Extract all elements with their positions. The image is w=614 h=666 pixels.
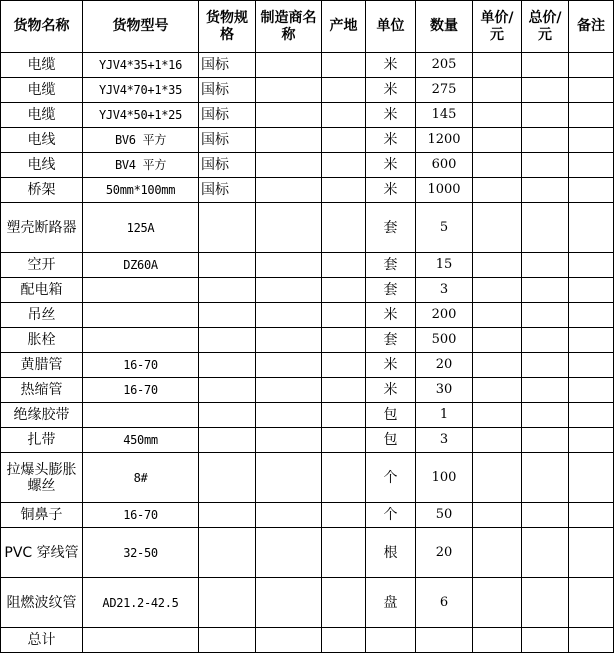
origin-cell: [322, 253, 366, 278]
header-maker: 制造商名称: [256, 1, 322, 53]
maker-cell: [256, 503, 322, 528]
maker-cell: [256, 578, 322, 628]
maker-cell: [256, 303, 322, 328]
total-price-cell: [522, 103, 569, 128]
qty-cell: 200: [416, 303, 473, 328]
origin-cell: [322, 153, 366, 178]
qty-cell: 145: [416, 103, 473, 128]
remark-cell: [569, 353, 614, 378]
origin-cell: [322, 303, 366, 328]
spec-cell: [199, 278, 256, 303]
remark-cell: [569, 53, 614, 78]
qty-cell: 1: [416, 403, 473, 428]
unit-price-cell: [473, 278, 522, 303]
total-price-cell: [522, 203, 569, 253]
remark-cell: [569, 278, 614, 303]
maker-cell: [256, 453, 322, 503]
name-cell: 电缆: [1, 103, 83, 128]
spec-cell: 国标: [199, 78, 256, 103]
spec-cell: 国标: [199, 103, 256, 128]
model-cell: 16-70: [83, 378, 199, 403]
origin-cell: [322, 453, 366, 503]
unit-cell: 个: [366, 453, 416, 503]
name-cell: 拉爆头膨胀螺丝: [1, 453, 83, 503]
total-cell: [416, 628, 473, 653]
total-price-cell: [522, 303, 569, 328]
total-cell: [522, 628, 569, 653]
spec-cell: [199, 378, 256, 403]
qty-cell: 275: [416, 78, 473, 103]
maker-cell: [256, 203, 322, 253]
model-cell: YJV4*70+1*35: [83, 78, 199, 103]
header-row: [1, 1, 614, 53]
model-cell: [83, 278, 199, 303]
qty-cell: 50: [416, 503, 473, 528]
spec-cell: 国标: [199, 53, 256, 78]
name-cell: 吊丝: [1, 303, 83, 328]
unit-price-cell: [473, 328, 522, 353]
total-cell: [366, 628, 416, 653]
total-price-cell: [522, 453, 569, 503]
name-cell: 配电箱: [1, 278, 83, 303]
total-price-cell: [522, 178, 569, 203]
model-cell: BV6 平方: [83, 128, 199, 153]
table-row: [1, 528, 614, 578]
origin-cell: [322, 203, 366, 253]
spec-cell: 国标: [199, 153, 256, 178]
table-row: [1, 453, 614, 503]
qty-cell: 5: [416, 203, 473, 253]
remark-cell: [569, 203, 614, 253]
header-unit: 单位: [366, 1, 416, 53]
total-price-cell: [522, 153, 569, 178]
total-price-cell: [522, 528, 569, 578]
model-cell: 8#: [83, 453, 199, 503]
qty-cell: 1000: [416, 178, 473, 203]
unit-cell: 盘: [366, 578, 416, 628]
origin-cell: [322, 403, 366, 428]
total-cell: [569, 628, 614, 653]
unit-cell: 根: [366, 528, 416, 578]
origin-cell: [322, 428, 366, 453]
unit-cell: 米: [366, 53, 416, 78]
header-spec: 货物规格: [199, 1, 256, 53]
table-row: [1, 253, 614, 278]
model-cell: DZ60A: [83, 253, 199, 278]
model-cell: [83, 403, 199, 428]
table-row: [1, 503, 614, 528]
name-cell: 铜鼻子: [1, 503, 83, 528]
spec-cell: [199, 303, 256, 328]
qty-cell: 100: [416, 453, 473, 503]
spec-cell: [199, 428, 256, 453]
table-row: [1, 403, 614, 428]
maker-cell: [256, 278, 322, 303]
unit-price-cell: [473, 178, 522, 203]
spec-cell: [199, 203, 256, 253]
origin-cell: [322, 103, 366, 128]
unit-price-cell: [473, 153, 522, 178]
name-cell: 绝缘胶带: [1, 403, 83, 428]
model-cell: 50mm*100mm: [83, 178, 199, 203]
qty-cell: 20: [416, 528, 473, 578]
qty-cell: 20: [416, 353, 473, 378]
remark-cell: [569, 128, 614, 153]
unit-cell: 套: [366, 278, 416, 303]
spec-cell: [199, 453, 256, 503]
qty-cell: 500: [416, 328, 473, 353]
qty-cell: 6: [416, 578, 473, 628]
unit-price-cell: [473, 253, 522, 278]
maker-cell: [256, 328, 322, 353]
spec-cell: 国标: [199, 128, 256, 153]
remark-cell: [569, 528, 614, 578]
origin-cell: [322, 378, 366, 403]
unit-cell: 包: [366, 403, 416, 428]
total-price-cell: [522, 378, 569, 403]
table-row: [1, 328, 614, 353]
origin-cell: [322, 528, 366, 578]
unit-price-cell: [473, 103, 522, 128]
maker-cell: [256, 53, 322, 78]
header-origin: 产地: [322, 1, 366, 53]
unit-cell: 米: [366, 303, 416, 328]
table-row: [1, 128, 614, 153]
unit-cell: 套: [366, 203, 416, 253]
total-price-cell: [522, 128, 569, 153]
total-price-cell: [522, 428, 569, 453]
unit-cell: 米: [366, 103, 416, 128]
maker-cell: [256, 428, 322, 453]
unit-price-cell: [473, 53, 522, 78]
origin-cell: [322, 78, 366, 103]
spec-cell: [199, 353, 256, 378]
model-cell: BV4 平方: [83, 153, 199, 178]
name-cell: 热缩管: [1, 378, 83, 403]
total-price-cell: [522, 278, 569, 303]
qty-cell: 3: [416, 428, 473, 453]
name-cell: 电缆: [1, 78, 83, 103]
table-row: [1, 178, 614, 203]
maker-cell: [256, 128, 322, 153]
table-row: [1, 378, 614, 403]
maker-cell: [256, 403, 322, 428]
total-cell: [83, 628, 199, 653]
spec-cell: [199, 328, 256, 353]
model-cell: YJV4*50+1*25: [83, 103, 199, 128]
remark-cell: [569, 453, 614, 503]
table-row: [1, 103, 614, 128]
maker-cell: [256, 78, 322, 103]
table-row: [1, 353, 614, 378]
remark-cell: [569, 178, 614, 203]
maker-cell: [256, 353, 322, 378]
spec-cell: [199, 578, 256, 628]
unit-cell: 米: [366, 353, 416, 378]
unit-price-cell: [473, 428, 522, 453]
maker-cell: [256, 528, 322, 578]
unit-cell: 套: [366, 253, 416, 278]
unit-cell: 米: [366, 153, 416, 178]
total-price-cell: [522, 328, 569, 353]
unit-price-cell: [473, 353, 522, 378]
total-price-cell: [522, 403, 569, 428]
header-unit-price: 单价/元: [473, 1, 522, 53]
maker-cell: [256, 153, 322, 178]
total-price-cell: [522, 53, 569, 78]
name-cell: 阻燃波纹管: [1, 578, 83, 628]
name-cell: 电线: [1, 153, 83, 178]
qty-cell: 30: [416, 378, 473, 403]
table-row: [1, 578, 614, 628]
spec-cell: [199, 403, 256, 428]
unit-cell: 个: [366, 503, 416, 528]
total-cell: [256, 628, 322, 653]
remark-cell: [569, 403, 614, 428]
remark-cell: [569, 153, 614, 178]
remark-cell: [569, 503, 614, 528]
unit-cell: 包: [366, 428, 416, 453]
remark-cell: [569, 428, 614, 453]
model-cell: 16-70: [83, 503, 199, 528]
model-cell: [83, 303, 199, 328]
total-price-cell: [522, 503, 569, 528]
spec-cell: 国标: [199, 178, 256, 203]
total-price-cell: [522, 578, 569, 628]
name-cell: 黄腊管: [1, 353, 83, 378]
name-cell: 电线: [1, 128, 83, 153]
spec-cell: [199, 503, 256, 528]
remark-cell: [569, 78, 614, 103]
origin-cell: [322, 278, 366, 303]
maker-cell: [256, 378, 322, 403]
model-cell: 16-70: [83, 353, 199, 378]
table-row: [1, 153, 614, 178]
total-cell: [322, 628, 366, 653]
total-price-cell: [522, 353, 569, 378]
origin-cell: [322, 128, 366, 153]
remark-cell: [569, 328, 614, 353]
total-price-cell: [522, 78, 569, 103]
header-total-price: 总价/元: [522, 1, 569, 53]
model-cell: AD21.2-42.5: [83, 578, 199, 628]
name-cell: 电缆: [1, 53, 83, 78]
header-remark: 备注: [569, 1, 614, 53]
remark-cell: [569, 103, 614, 128]
remark-cell: [569, 378, 614, 403]
total-cell: [473, 628, 522, 653]
name-cell: 扎带: [1, 428, 83, 453]
name-cell: 胀栓: [1, 328, 83, 353]
maker-cell: [256, 103, 322, 128]
header-model: 货物型号: [83, 1, 199, 53]
maker-cell: [256, 178, 322, 203]
spec-cell: [199, 528, 256, 578]
spec-cell: [199, 253, 256, 278]
qty-cell: 600: [416, 153, 473, 178]
unit-cell: 米: [366, 378, 416, 403]
unit-price-cell: [473, 403, 522, 428]
table-row: [1, 303, 614, 328]
unit-price-cell: [473, 303, 522, 328]
total-cell: [199, 628, 256, 653]
unit-cell: 套: [366, 328, 416, 353]
qty-cell: 1200: [416, 128, 473, 153]
total-row: [1, 628, 614, 653]
unit-price-cell: [473, 503, 522, 528]
model-cell: [83, 328, 199, 353]
unit-cell: 米: [366, 78, 416, 103]
qty-cell: 15: [416, 253, 473, 278]
name-cell: 桥架: [1, 178, 83, 203]
model-cell: 32-50: [83, 528, 199, 578]
maker-cell: [256, 253, 322, 278]
table-row: [1, 428, 614, 453]
name-cell: 空开: [1, 253, 83, 278]
unit-price-cell: [473, 528, 522, 578]
unit-cell: 米: [366, 128, 416, 153]
unit-cell: 米: [366, 178, 416, 203]
unit-price-cell: [473, 378, 522, 403]
unit-price-cell: [473, 128, 522, 153]
total-label: 总计: [1, 628, 83, 653]
remark-cell: [569, 253, 614, 278]
unit-price-cell: [473, 453, 522, 503]
origin-cell: [322, 53, 366, 78]
total-price-cell: [522, 253, 569, 278]
origin-cell: [322, 178, 366, 203]
qty-cell: 205: [416, 53, 473, 78]
origin-cell: [322, 353, 366, 378]
origin-cell: [322, 328, 366, 353]
table-row: [1, 78, 614, 103]
table-row: [1, 53, 614, 78]
model-cell: YJV4*35+1*16: [83, 53, 199, 78]
unit-price-cell: [473, 578, 522, 628]
remark-cell: [569, 303, 614, 328]
origin-cell: [322, 503, 366, 528]
name-cell: PVC 穿线管: [1, 528, 83, 578]
table-row: [1, 203, 614, 253]
name-cell: 塑壳断路器: [1, 203, 83, 253]
model-cell: 450mm: [83, 428, 199, 453]
table-row: [1, 278, 614, 303]
unit-price-cell: [473, 203, 522, 253]
header-qty: 数量: [416, 1, 473, 53]
remark-cell: [569, 578, 614, 628]
origin-cell: [322, 578, 366, 628]
qty-cell: 3: [416, 278, 473, 303]
unit-price-cell: [473, 78, 522, 103]
table-body: [1, 53, 614, 653]
header-name: 货物名称: [1, 1, 83, 53]
model-cell: 125A: [83, 203, 199, 253]
